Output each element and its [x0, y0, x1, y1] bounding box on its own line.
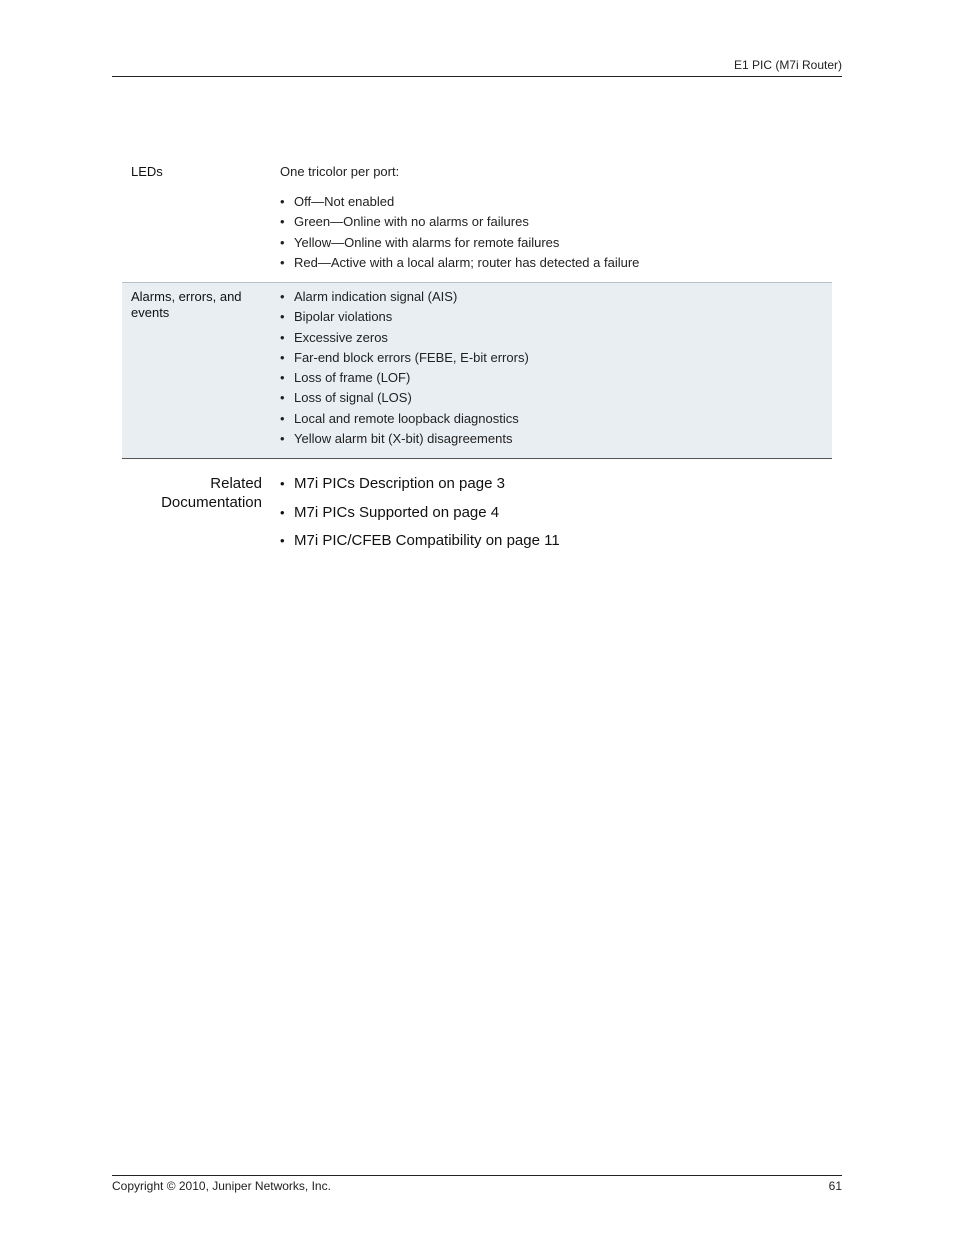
- row-label-alarms: Alarms, errors, and events: [131, 289, 242, 320]
- related-documentation-label: Related Documentation: [161, 475, 262, 511]
- leds-intro: One tricolor per port:: [280, 164, 400, 179]
- list-item: • Yellow alarm bit (X-bit) disagreements: [280, 431, 513, 447]
- alarms-list: [280, 289, 830, 451]
- page-number: 61: [828, 1179, 842, 1193]
- list-item: • Off—Not enabled: [280, 194, 395, 209]
- related-link[interactable]: • M7i PIC/CFEB Compatibility on page 11: [280, 532, 560, 549]
- leds-list: [280, 194, 830, 275]
- list-item: • Local and remote loopback diagnostics: [280, 410, 519, 426]
- list-item: • Alarm indication signal (AIS): [280, 289, 458, 304]
- spec-table: [122, 156, 832, 459]
- table-row-alarms: [122, 282, 832, 459]
- list-item: • Red—Active with a local alarm; router has detected a failure: [280, 254, 640, 270]
- row-content-alarms: [280, 289, 830, 451]
- page-footer: [112, 1175, 842, 1196]
- related-links-list: [280, 474, 560, 560]
- row-label-leds: LEDs: [131, 164, 163, 179]
- table-row-leds: [122, 156, 832, 282]
- list-item: • Loss of signal (LOS): [280, 390, 412, 406]
- page-header: [112, 58, 842, 77]
- list-item: • Excessive zeros: [280, 329, 388, 345]
- list-item: • Green—Online with no alarms or failures: [280, 214, 529, 230]
- related-documentation: [122, 474, 832, 564]
- related-link[interactable]: • M7i PICs Supported on page 4: [280, 503, 500, 521]
- header-title: E1 PIC (M7i Router): [733, 58, 842, 72]
- list-item: • Far-end block errors (FEBE, E-bit errors): [280, 349, 529, 365]
- row-content-leds: [280, 164, 830, 275]
- footer-copyright: Copyright © 2010, Juniper Networks, Inc.: [112, 1179, 331, 1193]
- related-link[interactable]: • M7i PICs Description on page 3: [280, 475, 505, 492]
- list-item: • Loss of frame (LOF): [280, 370, 411, 386]
- list-item: • Yellow—Online with alarms for remote failures: [280, 234, 560, 250]
- list-item: • Bipolar violations: [280, 309, 393, 325]
